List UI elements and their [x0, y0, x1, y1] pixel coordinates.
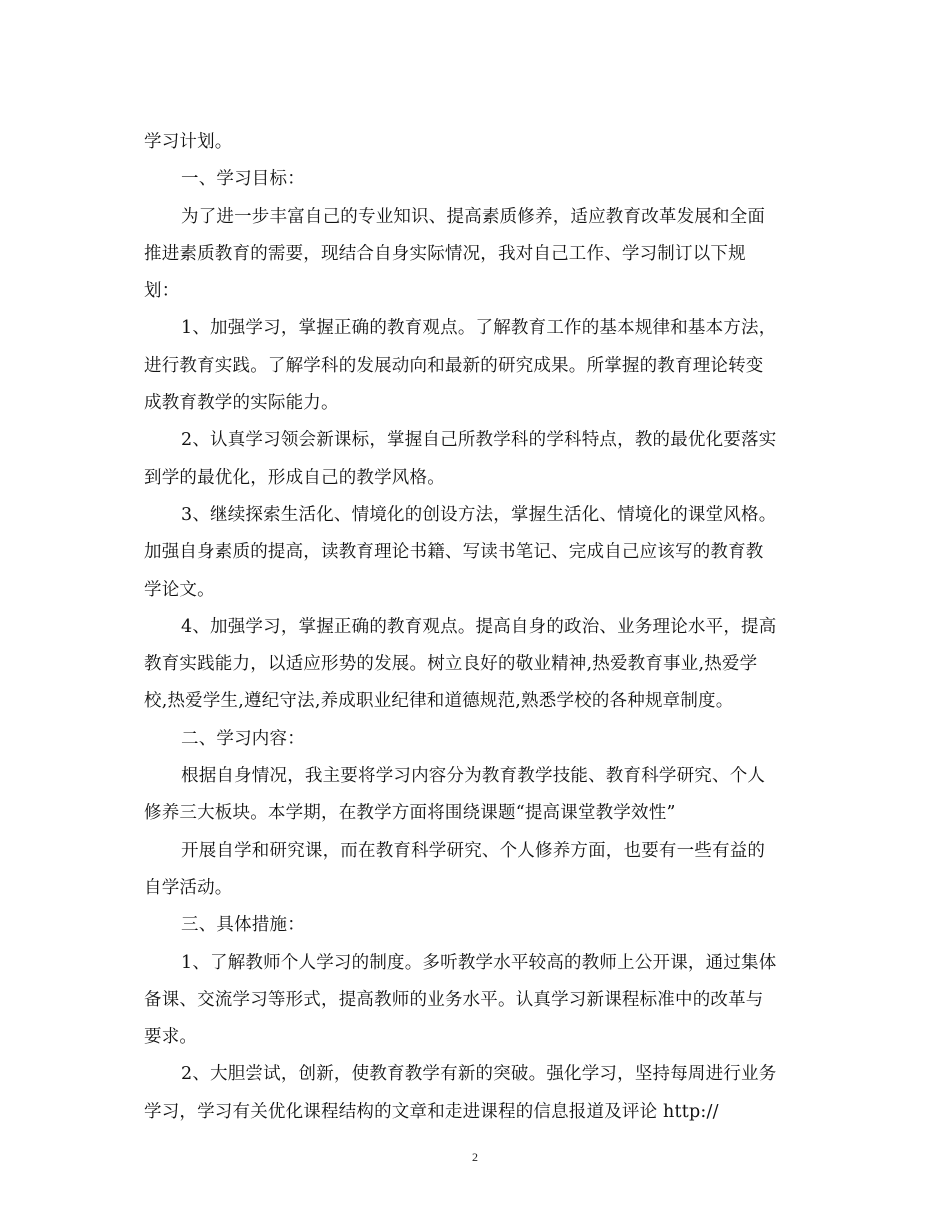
- section-heading: 二、学习内容：: [181, 728, 305, 749]
- text-line: 学习计划。: [144, 132, 233, 152]
- text-line: 加强自身素质的提高，读教育理论书籍、写读书笔记、完成自己应该写的教育教: [144, 542, 764, 563]
- text-line: 学习，学习有关优化课程结构的文章和走进课程的信息报道及评论 http://: [144, 1101, 719, 1122]
- text-line: 成教育教学的实际能力。: [144, 393, 339, 414]
- text-line: 2、大胆尝试，创新，使教育教学有新的突破。强化学习，坚持每周进行业务: [181, 1064, 777, 1085]
- text-line: 开展自学和研究课，而在教育科学研究、个人修养方面，也要有一些有益的: [181, 840, 766, 861]
- text-line: 备课、交流学习等形式，提高教师的业务水平。认真学习新课程标准中的改革与: [144, 989, 764, 1010]
- text-line: 学论文。: [144, 579, 215, 600]
- text-line: 进行教育实践。了解学科的发展动向和最新的研究成果。所掌握的教育理论转变: [144, 355, 764, 376]
- text-line: 要求。: [144, 1027, 198, 1048]
- text-line: 1、加强学习，掌握正确的教育观点。了解教育工作的基本规律和基本方法，: [181, 318, 777, 339]
- text-line: 自学活动。: [144, 877, 233, 898]
- text-line: 划：: [144, 281, 180, 302]
- section-heading: 一、学习目标：: [181, 169, 305, 190]
- text-line: 为了进一步丰富自己的专业知识、提高素质修养，适应教育改革发展和全面: [181, 206, 766, 227]
- text-line: 教育实践能力，以适应形势的发展。树立良好的敬业精神,热爱教育事业,热爱学: [144, 654, 758, 675]
- document-body: [144, 124, 814, 1131]
- text-line: 根据自身情况，我主要将学习内容分为教育教学技能、教育科学研究、个人: [181, 766, 766, 787]
- text-line: 推进素质教育的需要，现结合自身实际情况，我对自己工作、学习制订以下规: [144, 243, 746, 264]
- text-line: 校,热爱学生,遵纪守法,养成职业纪律和道德规范,熟悉学校的各种规章制度。: [144, 691, 734, 712]
- page-number: 2: [472, 1150, 478, 1164]
- section-heading: 三、具体措施：: [181, 915, 305, 936]
- text-line: 3、继续探索生活化、情境化的创设方法，掌握生活化、情境化的课堂风格。: [181, 504, 777, 525]
- text-line: 修养三大板块。本学期，在教学方面将围绕课题“提高课堂教学效性”: [144, 803, 676, 824]
- text-line: 4、加强学习，掌握正确的教育观点。提高自身的政治、业务理论水平，提高: [181, 616, 777, 637]
- text-line: 2、认真学习领会新课标，掌握自己所教学科的学科特点，教的最优化要落实: [181, 430, 777, 451]
- text-line: 1、了解教师个人学习的制度。多听教学水平较高的教师上公开课，通过集体: [181, 952, 777, 973]
- text-line: 到学的最优化，形成自己的教学风格。: [144, 467, 445, 488]
